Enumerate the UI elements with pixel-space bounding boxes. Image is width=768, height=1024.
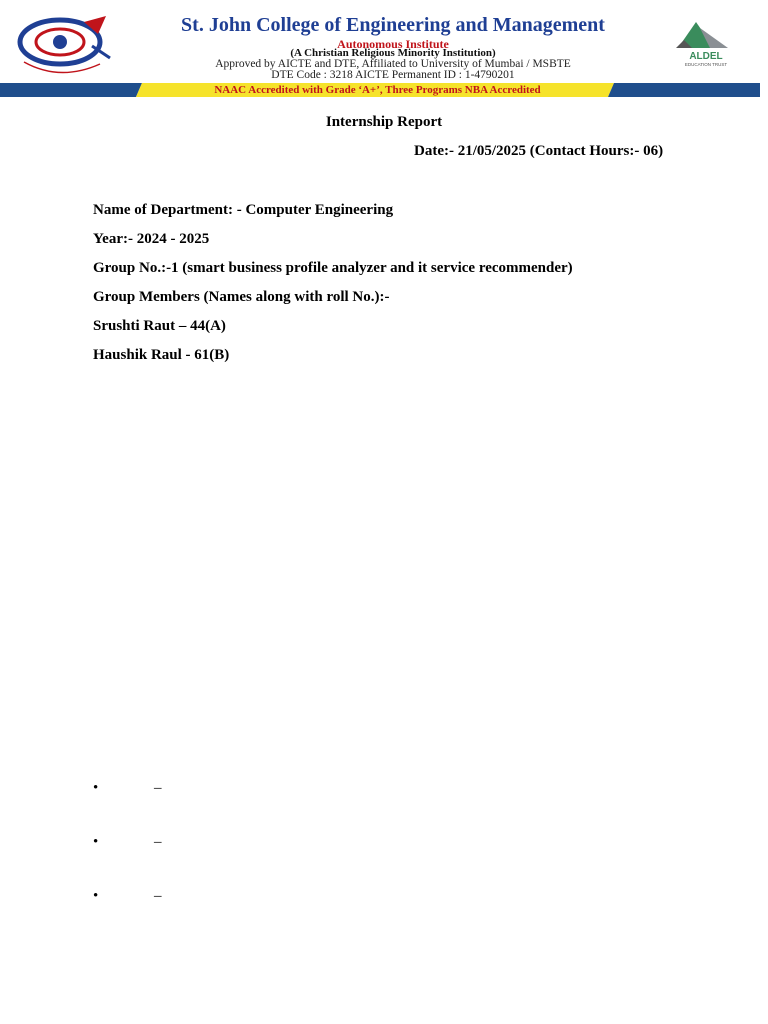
bullet-marker: • [93,834,99,850]
college-name: St. John College of Engineering and Management [181,14,605,36]
members-heading: Group Members (Names along with roll No.):- [93,289,390,305]
department-line: Name of Department: - Computer Engineering [93,202,394,218]
aldel-logo-text: ALDEL [689,51,723,62]
bullet-marker: • [93,888,99,904]
bullet-dash: – [154,780,162,796]
member-item: Srushti Raut – 44(A) [93,318,226,334]
year-line: Year:- 2024 - 2025 [93,231,210,247]
letterhead [0,0,768,100]
minority-label: (A Christian Religious Minority Institution) [290,47,496,59]
autonomous-label: Autonomous Institute [337,37,449,51]
aldel-logo [670,18,742,68]
bullet-marker: • [93,780,99,796]
college-logo [14,12,114,76]
date-line: Date:- 21/05/2025 (Contact Hours:- 06) [414,143,664,159]
dte-code-line: DTE Code : 3218 AICTE Permanent ID : 1-4790201 [271,69,515,81]
aldel-logo-subtext: EDUCATION TRUST [684,62,728,67]
bullet-dash: – [154,888,162,904]
naac-accreditation-text: NAAC Accredited with Grade ‘A+’, Three Programs NBA Accredited [214,84,541,96]
report-title: Internship Report [325,114,443,130]
group-number-line: Group No.:-1 (smart business profile analyzer and it service recommender) [93,260,573,276]
approval-line: Approved by AICTE and DTE, Affiliated to University of Mumbai / MSBTE [215,58,571,70]
member-item: Haushik Raul - 61(B) [93,347,230,363]
bullet-dash: – [154,834,162,850]
